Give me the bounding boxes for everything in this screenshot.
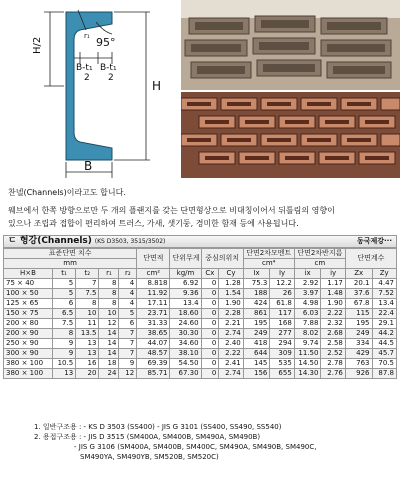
- value-cell: 115: [345, 309, 372, 319]
- diagram-label-angle: 95°: [96, 36, 116, 49]
- value-cell: 22.4: [372, 309, 397, 319]
- table-row: [4, 279, 397, 289]
- value-cell: 20.1: [345, 279, 372, 289]
- table-row: [4, 329, 397, 339]
- value-cell: 2.52: [321, 349, 345, 359]
- size-cell: 100 × 50: [4, 289, 53, 299]
- value-cell: 7.88: [294, 319, 321, 329]
- rusty-channel-bundle-photo: [181, 92, 400, 178]
- value-cell: 13: [76, 339, 99, 349]
- value-cell: 16: [76, 359, 99, 369]
- value-cell: 2.68: [321, 329, 345, 339]
- value-cell: 18.60: [170, 309, 201, 319]
- value-cell: 0: [201, 299, 219, 309]
- value-cell: 188: [243, 289, 270, 299]
- value-cell: 0: [201, 329, 219, 339]
- value-cell: 45.7: [372, 349, 397, 359]
- table-row: [4, 289, 397, 299]
- value-cell: 0: [201, 349, 219, 359]
- notes-block: [34, 422, 316, 462]
- value-cell: 69.39: [137, 359, 170, 369]
- table-title-bar: [3, 235, 397, 248]
- value-cell: 10: [76, 309, 99, 319]
- value-cell: 18: [99, 359, 119, 369]
- value-cell: 38.65: [137, 329, 170, 339]
- value-cell: 9: [119, 359, 137, 369]
- subheader-cell: Cy: [219, 269, 243, 279]
- value-cell: 418: [243, 339, 270, 349]
- table-row: [4, 319, 397, 329]
- value-cell: 37.6: [345, 289, 372, 299]
- size-cell: 380 × 100: [4, 369, 53, 379]
- table-row: [4, 339, 397, 349]
- value-cell: 2.74: [219, 329, 243, 339]
- value-cell: 12: [99, 319, 119, 329]
- note-welded-jis-g3106: - JIS G 3106 (SM400A, SM400B, SM400C, SM490A, SM490B, SM490C,: [74, 443, 317, 451]
- value-cell: 1.90: [321, 299, 345, 309]
- value-cell: 38.10: [170, 349, 201, 359]
- value-cell: 7: [119, 339, 137, 349]
- size-cell: 125 × 65: [4, 299, 53, 309]
- value-cell: 3.97: [294, 289, 321, 299]
- value-cell: 44.5: [372, 339, 397, 349]
- value-cell: 334: [345, 339, 372, 349]
- table-row: [4, 349, 397, 359]
- value-cell: 87.8: [372, 369, 397, 379]
- size-cell: 250 × 90: [4, 339, 53, 349]
- value-cell: 535: [270, 359, 294, 369]
- value-cell: 6.5: [52, 309, 75, 319]
- value-cell: 75.3: [243, 279, 270, 289]
- value-cell: 44.07: [137, 339, 170, 349]
- value-cell: 20: [76, 369, 99, 379]
- value-cell: 7.5: [76, 289, 99, 299]
- value-cell: 2.74: [219, 369, 243, 379]
- note-general-structure: 1. 일반구조용 : - KS D 3503 (SS400) - JIS G 3101 (SS400, SS490, SS540): [34, 423, 282, 431]
- value-cell: 13.4: [372, 299, 397, 309]
- value-cell: 85.71: [137, 369, 170, 379]
- table-row: [4, 359, 397, 369]
- value-cell: 0: [201, 369, 219, 379]
- value-cell: 5: [52, 289, 75, 299]
- subheader-cell: ix: [294, 269, 321, 279]
- value-cell: 7.52: [372, 289, 397, 299]
- value-cell: 61.8: [270, 299, 294, 309]
- size-cell: 75 × 40: [4, 279, 53, 289]
- header-modulus: 단면계수: [345, 249, 396, 269]
- channel-cross-section-diagram: [0, 0, 180, 180]
- header-unit-mm: mm: [4, 259, 137, 269]
- value-cell: 7: [119, 329, 137, 339]
- note-welded-structure: 2. 용접구조용 : - JIS D 3515 (SM400A, SM400B, SM490A, SM490B): [34, 433, 261, 441]
- value-cell: 67.8: [345, 299, 372, 309]
- value-cell: 145: [243, 359, 270, 369]
- value-cell: 8: [99, 289, 119, 299]
- value-cell: 0: [201, 289, 219, 299]
- value-cell: 8: [52, 329, 75, 339]
- value-cell: 926: [345, 369, 372, 379]
- description-line-3: 있으나 조립과 접합이 편리하여 트러스, 가새, 샛기둥, 경미한 함재 등에 사용됩니다.: [8, 219, 299, 228]
- value-cell: 44.2: [372, 329, 397, 339]
- diagram-label-height: H: [152, 79, 162, 93]
- value-cell: 6: [119, 319, 137, 329]
- channel-spec-table: [3, 248, 397, 379]
- diagram-label-flange-left: B-t₁: [76, 63, 93, 73]
- subheader-cell: r₁: [99, 269, 119, 279]
- value-cell: 2.76: [321, 369, 345, 379]
- header-unit-cm4: cm⁴: [243, 259, 294, 269]
- value-cell: 1.48: [321, 289, 345, 299]
- value-cell: 117: [270, 309, 294, 319]
- diagram-label-height-half: H/2: [32, 36, 43, 54]
- value-cell: 294: [270, 339, 294, 349]
- value-cell: 644: [243, 349, 270, 359]
- diagram-label-denominator-left: 2: [84, 73, 90, 83]
- diagram-label-width: B: [84, 159, 93, 173]
- subheader-cell: cm²: [137, 269, 170, 279]
- value-cell: 1.54: [219, 289, 243, 299]
- value-cell: 4: [119, 279, 137, 289]
- value-cell: 14.50: [294, 359, 321, 369]
- value-cell: 0: [201, 279, 219, 289]
- value-cell: 13.4: [170, 299, 201, 309]
- value-cell: 14: [99, 329, 119, 339]
- value-cell: 2.22: [321, 309, 345, 319]
- size-cell: 380 × 100: [4, 359, 53, 369]
- header-area: 단면적: [137, 249, 170, 269]
- value-cell: 2.32: [321, 319, 345, 329]
- size-cell: 200 × 80: [4, 319, 53, 329]
- value-cell: 4: [119, 299, 137, 309]
- subheader-cell: t₂: [76, 269, 99, 279]
- value-cell: 30.30: [170, 329, 201, 339]
- value-cell: 0: [201, 359, 219, 369]
- value-cell: 655: [270, 369, 294, 379]
- value-cell: 249: [243, 329, 270, 339]
- value-cell: 14.30: [294, 369, 321, 379]
- value-cell: 14: [99, 339, 119, 349]
- value-cell: 861: [243, 309, 270, 319]
- value-cell: 8: [99, 299, 119, 309]
- table-body: [4, 279, 397, 379]
- value-cell: 54.50: [170, 359, 201, 369]
- header-unit-cm: cm: [294, 259, 345, 269]
- diagram-label-denominator-right: 2: [108, 73, 114, 83]
- value-cell: 24: [99, 369, 119, 379]
- value-cell: 763: [345, 359, 372, 369]
- subheader-cell: t₁: [52, 269, 75, 279]
- value-cell: 1.28: [219, 279, 243, 289]
- value-cell: 29.1: [372, 319, 397, 329]
- value-cell: 7.5: [52, 319, 75, 329]
- value-cell: 67.30: [170, 369, 201, 379]
- header-centroid: 중심의위치: [201, 249, 243, 269]
- value-cell: 168: [270, 319, 294, 329]
- value-cell: 12.2: [270, 279, 294, 289]
- subheader-cell: Iy: [270, 269, 294, 279]
- value-cell: 26: [270, 289, 294, 299]
- value-cell: 7: [76, 279, 99, 289]
- value-cell: 2.40: [219, 339, 243, 349]
- value-cell: 9.74: [294, 339, 321, 349]
- value-cell: 2.41: [219, 359, 243, 369]
- value-cell: 70.5: [372, 359, 397, 369]
- value-cell: 1.90: [219, 299, 243, 309]
- value-cell: 0: [201, 319, 219, 329]
- subheader-cell: Zx: [345, 269, 372, 279]
- stacked-steel-channels-photo: [181, 0, 400, 90]
- diagram-label-flange-right: B-t₁: [100, 63, 117, 73]
- subheader-cell: Zy: [372, 269, 397, 279]
- size-cell: 200 × 90: [4, 329, 53, 339]
- header-weight: 단위무게: [170, 249, 201, 269]
- value-cell: 31.33: [137, 319, 170, 329]
- value-cell: 195: [243, 319, 270, 329]
- subheader-cell: Ix: [243, 269, 270, 279]
- value-cell: 0: [201, 309, 219, 319]
- subheader-cell: H×B: [4, 269, 53, 279]
- header-moment: 단면2차모멘트: [243, 249, 294, 259]
- value-cell: 195: [345, 319, 372, 329]
- value-cell: 23.71: [137, 309, 170, 319]
- table-row: [4, 369, 397, 379]
- value-cell: 9: [52, 349, 75, 359]
- diagram-label-r1: r₁: [84, 32, 90, 40]
- value-cell: 9.36: [170, 289, 201, 299]
- value-cell: 6.03: [294, 309, 321, 319]
- subheader-cell: r₂: [119, 269, 137, 279]
- value-cell: 13: [52, 369, 75, 379]
- value-cell: 8: [76, 299, 99, 309]
- note-welded-jis-g3106-cont: SM490YA, SM490YB, SM520B, SM520C): [80, 453, 219, 461]
- value-cell: 11.92: [137, 289, 170, 299]
- value-cell: 24.60: [170, 319, 201, 329]
- value-cell: 4.47: [372, 279, 397, 289]
- size-cell: 150 × 75: [4, 309, 53, 319]
- value-cell: 2.58: [321, 339, 345, 349]
- value-cell: 11.50: [294, 349, 321, 359]
- value-cell: 2.78: [321, 359, 345, 369]
- table-title: ㄷ 형강: [8, 236, 38, 246]
- value-cell: 9: [52, 339, 75, 349]
- table-subheader-row: [4, 269, 397, 279]
- value-cell: 48.57: [137, 349, 170, 359]
- value-cell: 1.17: [321, 279, 345, 289]
- header-dimensions: 표준단면 치수: [4, 249, 137, 259]
- value-cell: 6.92: [170, 279, 201, 289]
- value-cell: 11: [76, 319, 99, 329]
- value-cell: 249: [345, 329, 372, 339]
- table-title-en: (Channels): [37, 236, 92, 246]
- size-cell: 300 × 90: [4, 349, 53, 359]
- value-cell: 8: [99, 279, 119, 289]
- value-cell: 14: [99, 349, 119, 359]
- table-title-company: 동국제강···: [356, 237, 392, 245]
- value-cell: 277: [270, 329, 294, 339]
- value-cell: 0: [201, 339, 219, 349]
- value-cell: 5: [52, 279, 75, 289]
- value-cell: 13: [76, 349, 99, 359]
- value-cell: 309: [270, 349, 294, 359]
- value-cell: 156: [243, 369, 270, 379]
- table-title-standard: (KS D3503, 3515/3502): [94, 238, 166, 245]
- value-cell: 4: [119, 289, 137, 299]
- description-line-1: 찬넬(Channels)이라고도 합니다.: [8, 188, 126, 197]
- value-cell: 34.60: [170, 339, 201, 349]
- value-cell: 6: [52, 299, 75, 309]
- header-radius: 단면2차반지름: [294, 249, 345, 259]
- value-cell: 12: [119, 369, 137, 379]
- subheader-cell: Cx: [201, 269, 219, 279]
- table-row: [4, 309, 397, 319]
- value-cell: 10.5: [52, 359, 75, 369]
- description-line-2: 웨브에서 한쪽 방향으로만 두 개의 플랜지를 갖는 단면형상으로 비대칭이어서 뒤틀림의 영향이: [8, 206, 335, 215]
- value-cell: 4.98: [294, 299, 321, 309]
- value-cell: 2.92: [294, 279, 321, 289]
- value-cell: 17.11: [137, 299, 170, 309]
- value-cell: 2.28: [219, 309, 243, 319]
- value-cell: 2.21: [219, 319, 243, 329]
- value-cell: 13.5: [76, 329, 99, 339]
- value-cell: 8.818: [137, 279, 170, 289]
- subheader-cell: kg/m: [170, 269, 201, 279]
- value-cell: 424: [243, 299, 270, 309]
- subheader-cell: iy: [321, 269, 345, 279]
- value-cell: 5: [119, 309, 137, 319]
- value-cell: 10: [99, 309, 119, 319]
- value-cell: 429: [345, 349, 372, 359]
- value-cell: 7: [119, 349, 137, 359]
- table-row: [4, 299, 397, 309]
- value-cell: 8.02: [294, 329, 321, 339]
- value-cell: 2.22: [219, 349, 243, 359]
